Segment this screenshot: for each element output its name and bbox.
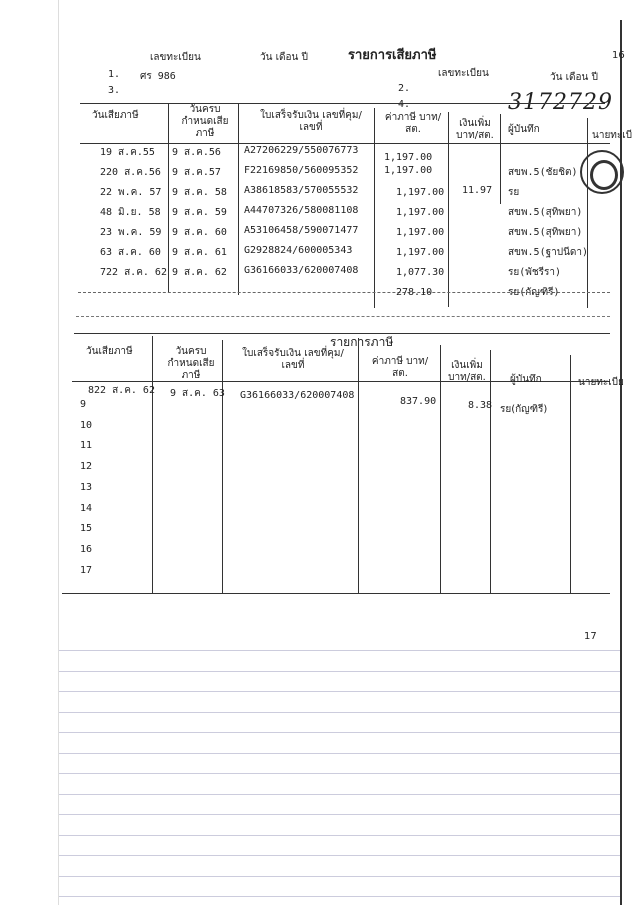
ruled-line xyxy=(58,794,620,795)
t1-cell-paid: 48 มิ.ย. 58 xyxy=(100,207,161,218)
ruled-line xyxy=(58,773,620,774)
t1-cell-due: 9 ส.ค. 60 xyxy=(172,227,227,238)
t2-col-due-date: วันครบกำหนดเสียภาษี xyxy=(167,346,215,381)
page-right-edge xyxy=(620,20,622,905)
t1-cell-receipt: A38618583/570055532 xyxy=(244,185,359,196)
ruled-line xyxy=(58,855,620,856)
t1-cell-tax: 1,197.00 xyxy=(396,207,445,218)
t1-cell-recorder: สขพ.5(สุทิพยา) xyxy=(508,207,583,218)
t2-row-number: 16 xyxy=(80,543,93,555)
page-number-top: 16 xyxy=(612,50,625,61)
t1-cell-paid: 23 พ.ค. 59 xyxy=(100,227,162,238)
plate-value-1: ศร 986 xyxy=(140,71,176,82)
t1-cell-paid: 220 ส.ค.56 xyxy=(100,167,161,178)
t1-cell-receipt: G36166033/620007408 xyxy=(244,265,359,276)
ruled-line xyxy=(58,712,620,713)
t2-row-number: 14 xyxy=(80,502,93,514)
t1-cell-tax: 278.10 xyxy=(396,287,433,298)
plate-num-1: 1. xyxy=(108,69,121,80)
t1-col-extra: เงินเพิ่ม บาท/สต. xyxy=(456,118,494,141)
t2-col-receipt: ใบเสร็จรับเงิน เลขที่คุม/เลขที่ xyxy=(242,348,344,371)
t1-cell-tax: 1,197.00 xyxy=(396,247,445,258)
t2-row1-paid: 822 ส.ค. 62 xyxy=(88,385,155,396)
t1-cell-due: 9 ส.ค. 58 xyxy=(172,187,227,198)
t1-col-recorder: ผู้บันทึก xyxy=(508,124,540,135)
t1-col-paid-date: วันเสียภาษี xyxy=(92,110,139,121)
page-number-bottom: 17 xyxy=(584,631,597,642)
t1-cell-receipt: A53106458/590071477 xyxy=(244,225,359,236)
t1-cell-due: 9 ส.ค.57 xyxy=(172,167,221,178)
ruled-line xyxy=(58,732,620,733)
reg-label: เลขทะเบียน xyxy=(150,52,201,63)
t1-cell-recorder: รย(กัญฑิรี) xyxy=(508,287,560,298)
t1-cell-paid: 722 ส.ค. 62 xyxy=(100,267,167,278)
table2-title: รายการภาษี xyxy=(330,335,394,349)
t2-row-number: 12 xyxy=(80,461,93,473)
t2-row-number: 17 xyxy=(80,564,93,576)
ruled-line xyxy=(58,671,620,672)
t1-cell-recorder: สขพ.5(ชัยชิต) xyxy=(508,167,578,178)
official-stamp-inner xyxy=(590,160,618,190)
reg-label-right: เลขทะเบียน xyxy=(438,68,489,79)
t2-col-recorder: ผู้บันทึก xyxy=(510,374,542,385)
t1-cell-paid: 63 ส.ค. 60 xyxy=(100,247,161,258)
ruled-line xyxy=(58,650,620,651)
t1-col-registrar: นายทะเบี xyxy=(592,130,633,141)
t1-cell-recorder: รย xyxy=(508,187,520,198)
t1-cell-receipt: F22169850/560095352 xyxy=(244,165,359,176)
ruled-line xyxy=(58,753,620,754)
ruled-line xyxy=(58,896,620,897)
handwritten-plate-number: 3172729 xyxy=(508,90,613,115)
t2-row-number: 13 xyxy=(80,481,93,493)
t2-row1-recorder: รย(กัญฑิรี) xyxy=(500,404,548,415)
t1-cell-recorder: รย(พัชรีรา) xyxy=(508,267,562,278)
ruled-line xyxy=(58,691,620,692)
t1-col-receipt: ใบเสร็จรับเงิน เลขที่คุม/เลขที่ xyxy=(260,110,362,133)
t1-cell-tax: 1,077.30 xyxy=(396,267,445,278)
t2-row1-receipt: G36166033/620007408 xyxy=(240,390,355,401)
ruled-line xyxy=(58,814,620,815)
t1-cell-due: 9 ส.ค. 61 xyxy=(172,247,227,258)
t1-cell-receipt: A27206229/550076773 xyxy=(244,145,359,156)
t1-col-tax: ค่าภาษี บาท/สต. xyxy=(384,112,442,135)
t1-cell-tax: 1,197.00 xyxy=(384,165,433,176)
ruled-line xyxy=(58,835,620,836)
t1-cell-paid: 19 ส.ค.55 xyxy=(100,147,155,158)
t2-row1-extra: 8.38 xyxy=(468,400,493,411)
t1-row1-tax-alt: 1,197.00 xyxy=(384,152,433,163)
page-margin-line xyxy=(58,0,59,905)
t2-row-number: 10 xyxy=(80,419,93,431)
t1-cell-paid: 22 พ.ค. 57 xyxy=(100,187,162,198)
t2-col-tax: ค่าภาษี บาท/สต. xyxy=(371,356,429,379)
t1-cell-recorder: สขพ.5(สุทิพยา) xyxy=(508,227,583,238)
t1-cell-receipt: G2928824/600005343 xyxy=(244,245,353,256)
t2-col-registrar: นายทะเบีย xyxy=(578,377,624,388)
page-title: รายการเสียภาษี xyxy=(348,48,437,63)
t2-row-number: 9 xyxy=(80,399,87,410)
t1-cell-tax: 1,197.00 xyxy=(396,227,445,238)
t2-row1-tax: 837.90 xyxy=(400,396,437,407)
plate-num-2: 2. xyxy=(398,83,411,94)
t1-cell-recorder: สขพ.5(ฐาปนีดา) xyxy=(508,247,589,258)
t1-cell-due: 9 ส.ค.56 xyxy=(172,147,221,158)
plate-num-3: 3. xyxy=(108,85,121,96)
t2-row-number: 11 xyxy=(80,440,93,452)
t2-col-extra: เงินเพิ่ม บาท/สต. xyxy=(448,360,486,383)
date-label: วัน เดือน ปี xyxy=(260,52,308,63)
t1-cell-tax: 1,197.00 xyxy=(396,187,445,198)
t2-col-paid-date: วันเสียภาษี xyxy=(86,346,133,357)
t2-row1-due: 9 ส.ค. 63 xyxy=(170,388,225,399)
date-label-right: วัน เดือน ปี xyxy=(550,72,598,83)
t1-cell-due: 9 ส.ค. 62 xyxy=(172,267,227,278)
t2-row-number: 15 xyxy=(80,523,93,535)
t1-cell-receipt: A44707326/580081108 xyxy=(244,205,359,216)
t1-cell-due: 9 ส.ค. 59 xyxy=(172,207,227,218)
plate-num-4: 4. xyxy=(398,99,411,110)
ruled-line xyxy=(58,876,620,877)
t1-col-due-date: วันครบกำหนดเสียภาษี xyxy=(181,104,229,139)
t1-cell-extra: 11.97 xyxy=(462,185,493,196)
